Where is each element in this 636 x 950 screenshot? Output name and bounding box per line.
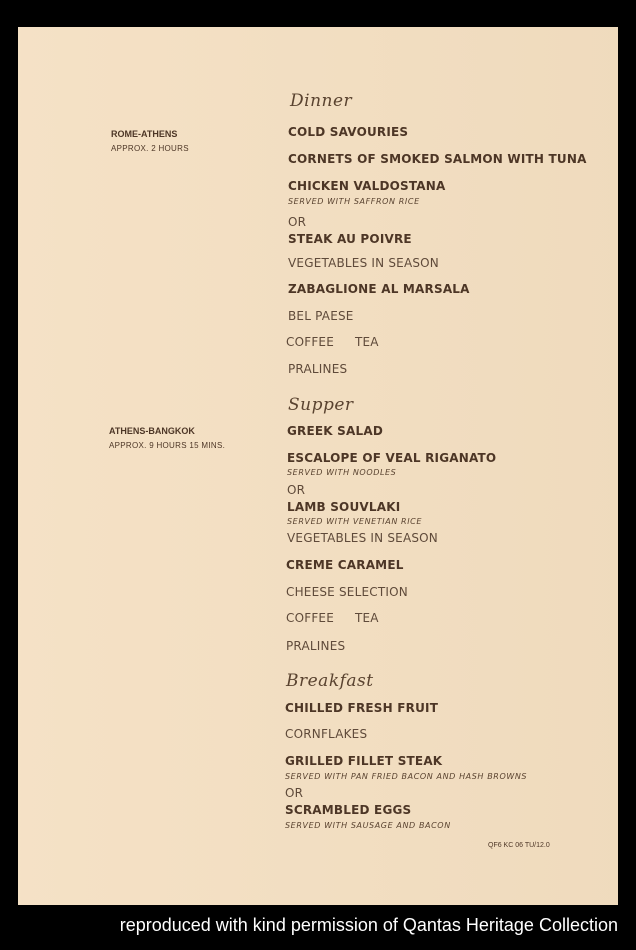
menu-item-cheese: CHEESE SELECTION <box>286 585 408 599</box>
menu-code: QF6 KC 06 TU/12.0 <box>488 842 550 849</box>
supper-route: ATHENS-BANGKOK <box>109 426 195 436</box>
menu-item-chicken: CHICKEN VALDOSTANA <box>288 179 446 193</box>
menu-or: OR <box>288 215 307 229</box>
menu-or: OR <box>285 786 304 800</box>
menu-item-grilled-steak-note: SERVED WITH PAN FRIED BACON AND HASH BROWNS <box>285 772 528 781</box>
menu-item-coffee: COFFEE <box>286 611 334 625</box>
menu-item-vegetables: VEGETABLES IN SEASON <box>288 256 439 270</box>
breakfast-title: Breakfast <box>286 671 374 691</box>
menu-item-grilled-steak: GRILLED FILLET STEAK <box>285 754 443 768</box>
menu-paper <box>18 27 618 905</box>
menu-item-fruit: CHILLED FRESH FRUIT <box>285 701 439 715</box>
menu-item-bel-paese: BEL PAESE <box>288 309 354 323</box>
menu-item-creme-caramel: CREME CARAMEL <box>286 558 404 572</box>
credit-caption: reproduced with kind permission of Qantas Heritage Collection <box>119 915 618 935</box>
menu-item-coffee: COFFEE <box>286 335 334 349</box>
dinner-title: Dinner <box>290 91 353 111</box>
menu-item-pralines: PRALINES <box>286 639 346 653</box>
dinner-route: ROME-ATHENS <box>111 129 178 139</box>
menu-item-escalope: ESCALOPE OF VEAL RIGANATO <box>287 451 497 465</box>
menu-item-steak: STEAK AU POIVRE <box>288 232 412 246</box>
menu-item-escalope-note: SERVED WITH NOODLES <box>287 468 397 477</box>
menu-item-tea: TEA <box>355 335 379 349</box>
menu-item-scrambled-eggs-note: SERVED WITH SAUSAGE AND BACON <box>285 821 451 830</box>
supper-title: Supper <box>288 395 354 415</box>
menu-item-pralines: PRALINES <box>288 362 348 376</box>
supper-duration: APPROX. 9 HOURS 15 MINS. <box>109 441 226 450</box>
menu-item-tea: TEA <box>355 611 379 625</box>
menu-item-greek-salad: GREEK SALAD <box>287 424 383 438</box>
menu-item-lamb-note: SERVED WITH VENETIAN RICE <box>287 517 423 526</box>
menu-item-lamb: LAMB SOUVLAKI <box>287 500 401 514</box>
menu-item-vegetables: VEGETABLES IN SEASON <box>287 531 438 545</box>
menu-item-chicken-note: SERVED WITH SAFFRON RICE <box>288 197 420 206</box>
menu-item-cornets: CORNETS OF SMOKED SALMON WITH TUNA <box>288 152 587 166</box>
menu-item-scrambled-eggs: SCRAMBLED EGGS <box>285 803 412 817</box>
menu-item-cold-savouries: COLD SAVOURIES <box>288 125 409 139</box>
dinner-duration: APPROX. 2 HOURS <box>111 144 189 153</box>
menu-item-cornflakes: CORNFLAKES <box>285 727 368 741</box>
menu-item-zabaglione: ZABAGLIONE AL MARSALA <box>288 282 470 296</box>
menu-or: OR <box>287 483 306 497</box>
